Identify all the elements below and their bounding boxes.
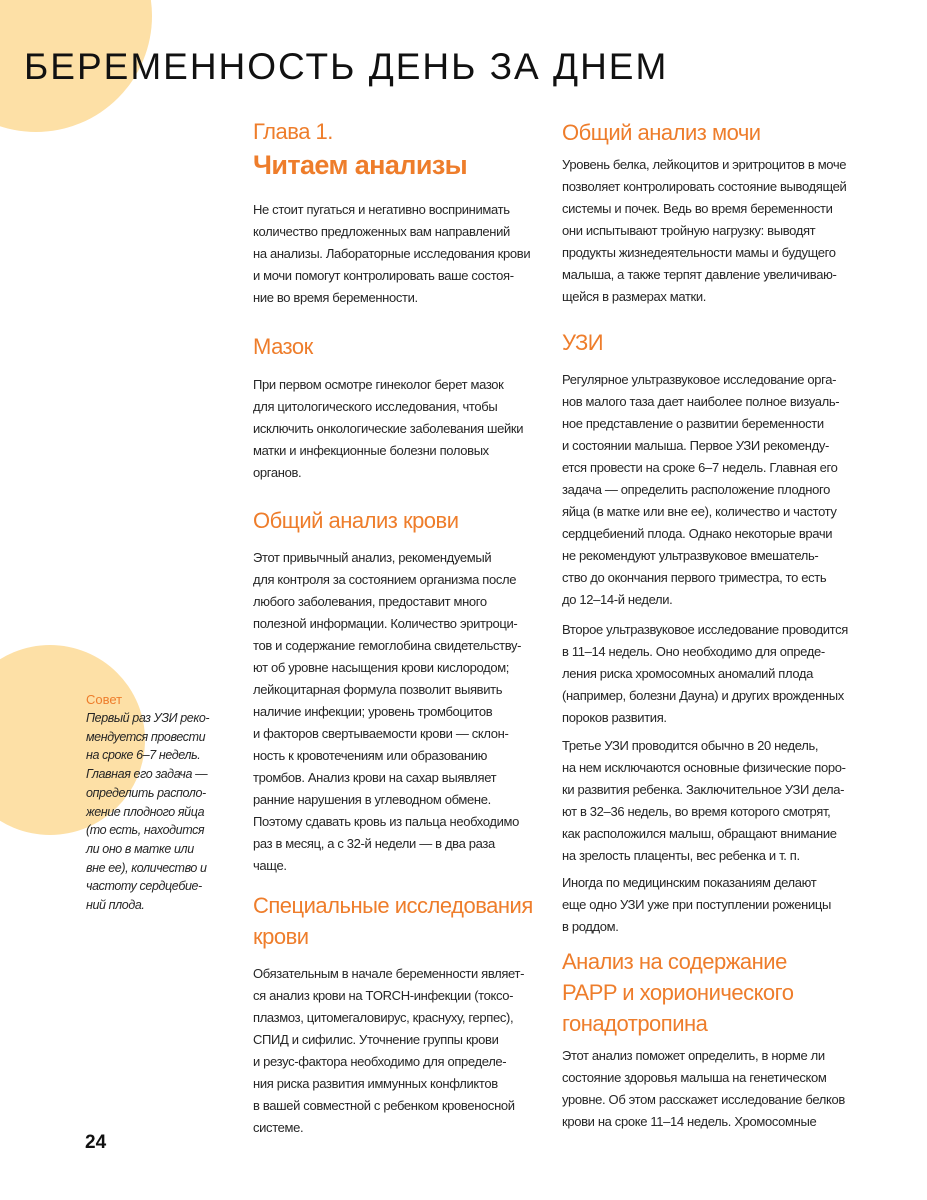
section-special-blood: [253, 890, 533, 1139]
section-body: [562, 369, 848, 611]
text-line: системы и почек. Ведь во время беременности: [562, 201, 833, 216]
text-line: крови на сроке 11–14 недель. Хромосомные: [562, 1114, 817, 1129]
text-line: задача — определить расположение плодного: [562, 482, 830, 497]
text-line: и мочи помогут контролировать ваше состоя-: [253, 268, 514, 283]
text-line: Главная его задача —: [86, 767, 208, 782]
text-line: как расположился малыш, обращают внимание: [562, 826, 837, 841]
text-line: в роддом.: [562, 919, 619, 934]
text-line: яйца (в матке или вне ее), количество и частоту: [562, 504, 837, 519]
text-line: позволяет контролировать состояние выводящей: [562, 179, 847, 194]
text-line: ния риска развития иммунных конфликтов: [253, 1076, 498, 1091]
text-line: Второе ультразвуковое исследование проводится: [562, 622, 848, 637]
text-line: ления риска хромосомных аномалий плода: [562, 666, 814, 681]
text-line: ли оно в матке или: [86, 841, 194, 856]
text-line: ется провести на сроке 6–7 недель. Главная его: [562, 460, 838, 475]
text-line: частоту сердцебие-: [86, 879, 202, 894]
text-line: органов.: [253, 465, 302, 480]
tip-sidebar: [86, 690, 209, 915]
text-line: раз в месяц, а с 32-й недели — в два раза: [253, 836, 495, 851]
text-line: до 12–14-й недели.: [562, 592, 673, 607]
text-line: для контроля за состоянием организма после: [253, 572, 517, 587]
text-line: ют в 32–36 недель, во время которого смотрят,: [562, 804, 831, 819]
text-line: ство до окончания первого триместра, то есть: [562, 570, 827, 585]
section-body: [562, 154, 846, 308]
text-line: Уровень белка, лейкоцитов и эритроцитов в моче: [562, 157, 847, 172]
text-line: исключить онкологические заболевания шейки: [253, 421, 524, 436]
text-line: состояние здоровья малыша на генетическом: [562, 1070, 827, 1085]
text-line: ние во время беременности.: [253, 290, 418, 305]
text-line: (то есть, находится: [86, 823, 205, 838]
section-heading: УЗИ: [562, 330, 604, 355]
text-line: в 11–14 недель. Оно необходимо для опреде-: [562, 644, 825, 659]
section-body: [253, 963, 533, 1139]
text-line: на анализы. Лабораторные исследования крови: [253, 246, 531, 261]
section-body: [562, 1045, 845, 1133]
text-line: ное представление о развитии беременности: [562, 416, 824, 431]
text-line: и факторов свертываемости крови — склон-: [253, 726, 509, 741]
text-line: в вашей совместной с ребенком кровеносной: [253, 1098, 515, 1113]
chapter-number: Глава 1.: [253, 119, 333, 144]
text-line: нов малого таза дает наиболее полное визуаль-: [562, 394, 840, 409]
chapter-heading: [253, 116, 467, 183]
text-line: ность к кровотечениям или образованию: [253, 748, 488, 763]
text-line: системе.: [253, 1120, 304, 1135]
section-papp: [562, 946, 845, 1133]
running-header-title: БЕРЕМЕННОСТЬ ДЕНЬ ЗА ДНЕМ: [24, 46, 669, 87]
text-line: ранние нарушения в углеводном обмене.: [253, 792, 491, 807]
text-line: жение плодного яйца: [86, 804, 205, 819]
text-line: Специальные исследования: [253, 893, 533, 918]
section-body: [562, 735, 848, 867]
tip-label: Совет: [86, 692, 123, 707]
text-line: PAPP и хорионического: [562, 980, 794, 1005]
section-ultrasound: [562, 327, 848, 938]
text-line: Этот анализ поможет определить, в норме ли: [562, 1048, 825, 1063]
text-line: Не стоит пугаться и негативно воспринимать: [253, 202, 510, 217]
text-line: ся анализ крови на TORCH-инфекции (токсо-: [253, 988, 514, 1003]
text-line: гонадотропина: [562, 1011, 708, 1036]
text-line: на сроке 6–7 недель.: [86, 748, 201, 763]
text-line: плазмоз, цитомегаловирус, краснуху, герпес),: [253, 1010, 514, 1025]
text-line: малыша, а также терпят давление увеличиваю-: [562, 267, 837, 282]
text-line: Третье УЗИ проводится обычно в 20 недель,: [562, 738, 819, 753]
text-line: Поэтому сдавать кровь из пальца необходимо: [253, 814, 519, 829]
text-line: на нем исключаются основные физические поро-: [562, 760, 846, 775]
text-line: (например, болезни Дауна) и других врожденных: [562, 688, 844, 703]
text-line: тов и содержание гемоглобина свидетельству-: [253, 638, 522, 653]
section-body: [562, 619, 848, 729]
section-urine: [562, 117, 846, 308]
section-body: [253, 547, 521, 877]
text-line: Регулярное ультразвуковое исследование орга-: [562, 372, 837, 387]
text-line: При первом осмотре гинеколог берет мазок: [253, 377, 504, 392]
section-heading: [562, 946, 845, 1039]
text-line: наличие инфекции; уровень тромбоцитов: [253, 704, 493, 719]
text-line: ки развития ребенка. Заключительное УЗИ дела-: [562, 782, 845, 797]
text-line: ний плода.: [86, 898, 145, 913]
text-line: уровне. Об этом расскажет исследование белков: [562, 1092, 845, 1107]
text-line: Анализ на содержание: [562, 949, 787, 974]
text-line: Этот привычный анализ, рекомендуемый: [253, 550, 492, 565]
section-smear: [253, 331, 523, 484]
text-line: на зрелость плаценты, вес ребенка и т. п.: [562, 848, 800, 863]
text-line: чаще.: [253, 858, 287, 873]
text-line: крови: [253, 924, 309, 949]
text-line: матки и инфекционные болезни половых: [253, 443, 489, 458]
chapter-title: Читаем анализы: [253, 150, 468, 180]
section-blood: [253, 505, 521, 877]
section-heading: Мазок: [253, 334, 313, 359]
text-line: лейкоцитарная формула позволит выявить: [253, 682, 503, 697]
text-line: пороков развития.: [562, 710, 667, 725]
text-line: они испытывают тройную нагрузку: выводят: [562, 223, 816, 238]
text-line: Иногда по медицинским показаниям делают: [562, 875, 817, 890]
text-line: ют об уровне насыщения крови кислородом;: [253, 660, 510, 675]
text-line: и состоянии малыша. Первое УЗИ рекоменду-: [562, 438, 829, 453]
text-line: СПИД и сифилис. Уточнение группы крови: [253, 1032, 499, 1047]
text-line: продукты жизнедеятельности мамы и будущего: [562, 245, 836, 260]
section-heading: [253, 890, 533, 952]
section-heading: Общий анализ крови: [253, 508, 459, 533]
text-line: определить располо-: [86, 785, 206, 800]
text-line: не рекомендуют ультразвуковое вмешатель-: [562, 548, 819, 563]
text-line: и резус-фактора необходимо для определе-: [253, 1054, 507, 1069]
text-line: Первый раз УЗИ реко-: [86, 711, 210, 725]
text-line: количество предложенных вам направлений: [253, 224, 510, 239]
text-line: мендуется провести: [86, 729, 206, 744]
text-line: щейся в размерах матки.: [562, 289, 707, 304]
section-body: [253, 374, 523, 484]
text-line: для цитологического исследования, чтобы: [253, 399, 498, 414]
tip-text: [86, 709, 209, 915]
text-line: полезной информации. Количество эритроци-: [253, 616, 518, 631]
text-line: еще одно УЗИ уже при поступлении роженицы: [562, 897, 831, 912]
intro-paragraph: [253, 199, 530, 309]
section-heading: Общий анализ мочи: [562, 120, 761, 145]
text-line: любого заболевания, предоставит много: [253, 594, 487, 609]
section-body: [562, 872, 848, 938]
page-number: 24: [85, 1132, 107, 1153]
text-line: Обязательным в начале беременности являет-: [253, 966, 525, 981]
text-line: вне ее), количество и: [86, 860, 207, 875]
text-line: сердцебиений плода. Однако некоторые врачи: [562, 526, 833, 541]
text-line: тромбов. Анализ крови на сахар выявляет: [253, 770, 497, 785]
